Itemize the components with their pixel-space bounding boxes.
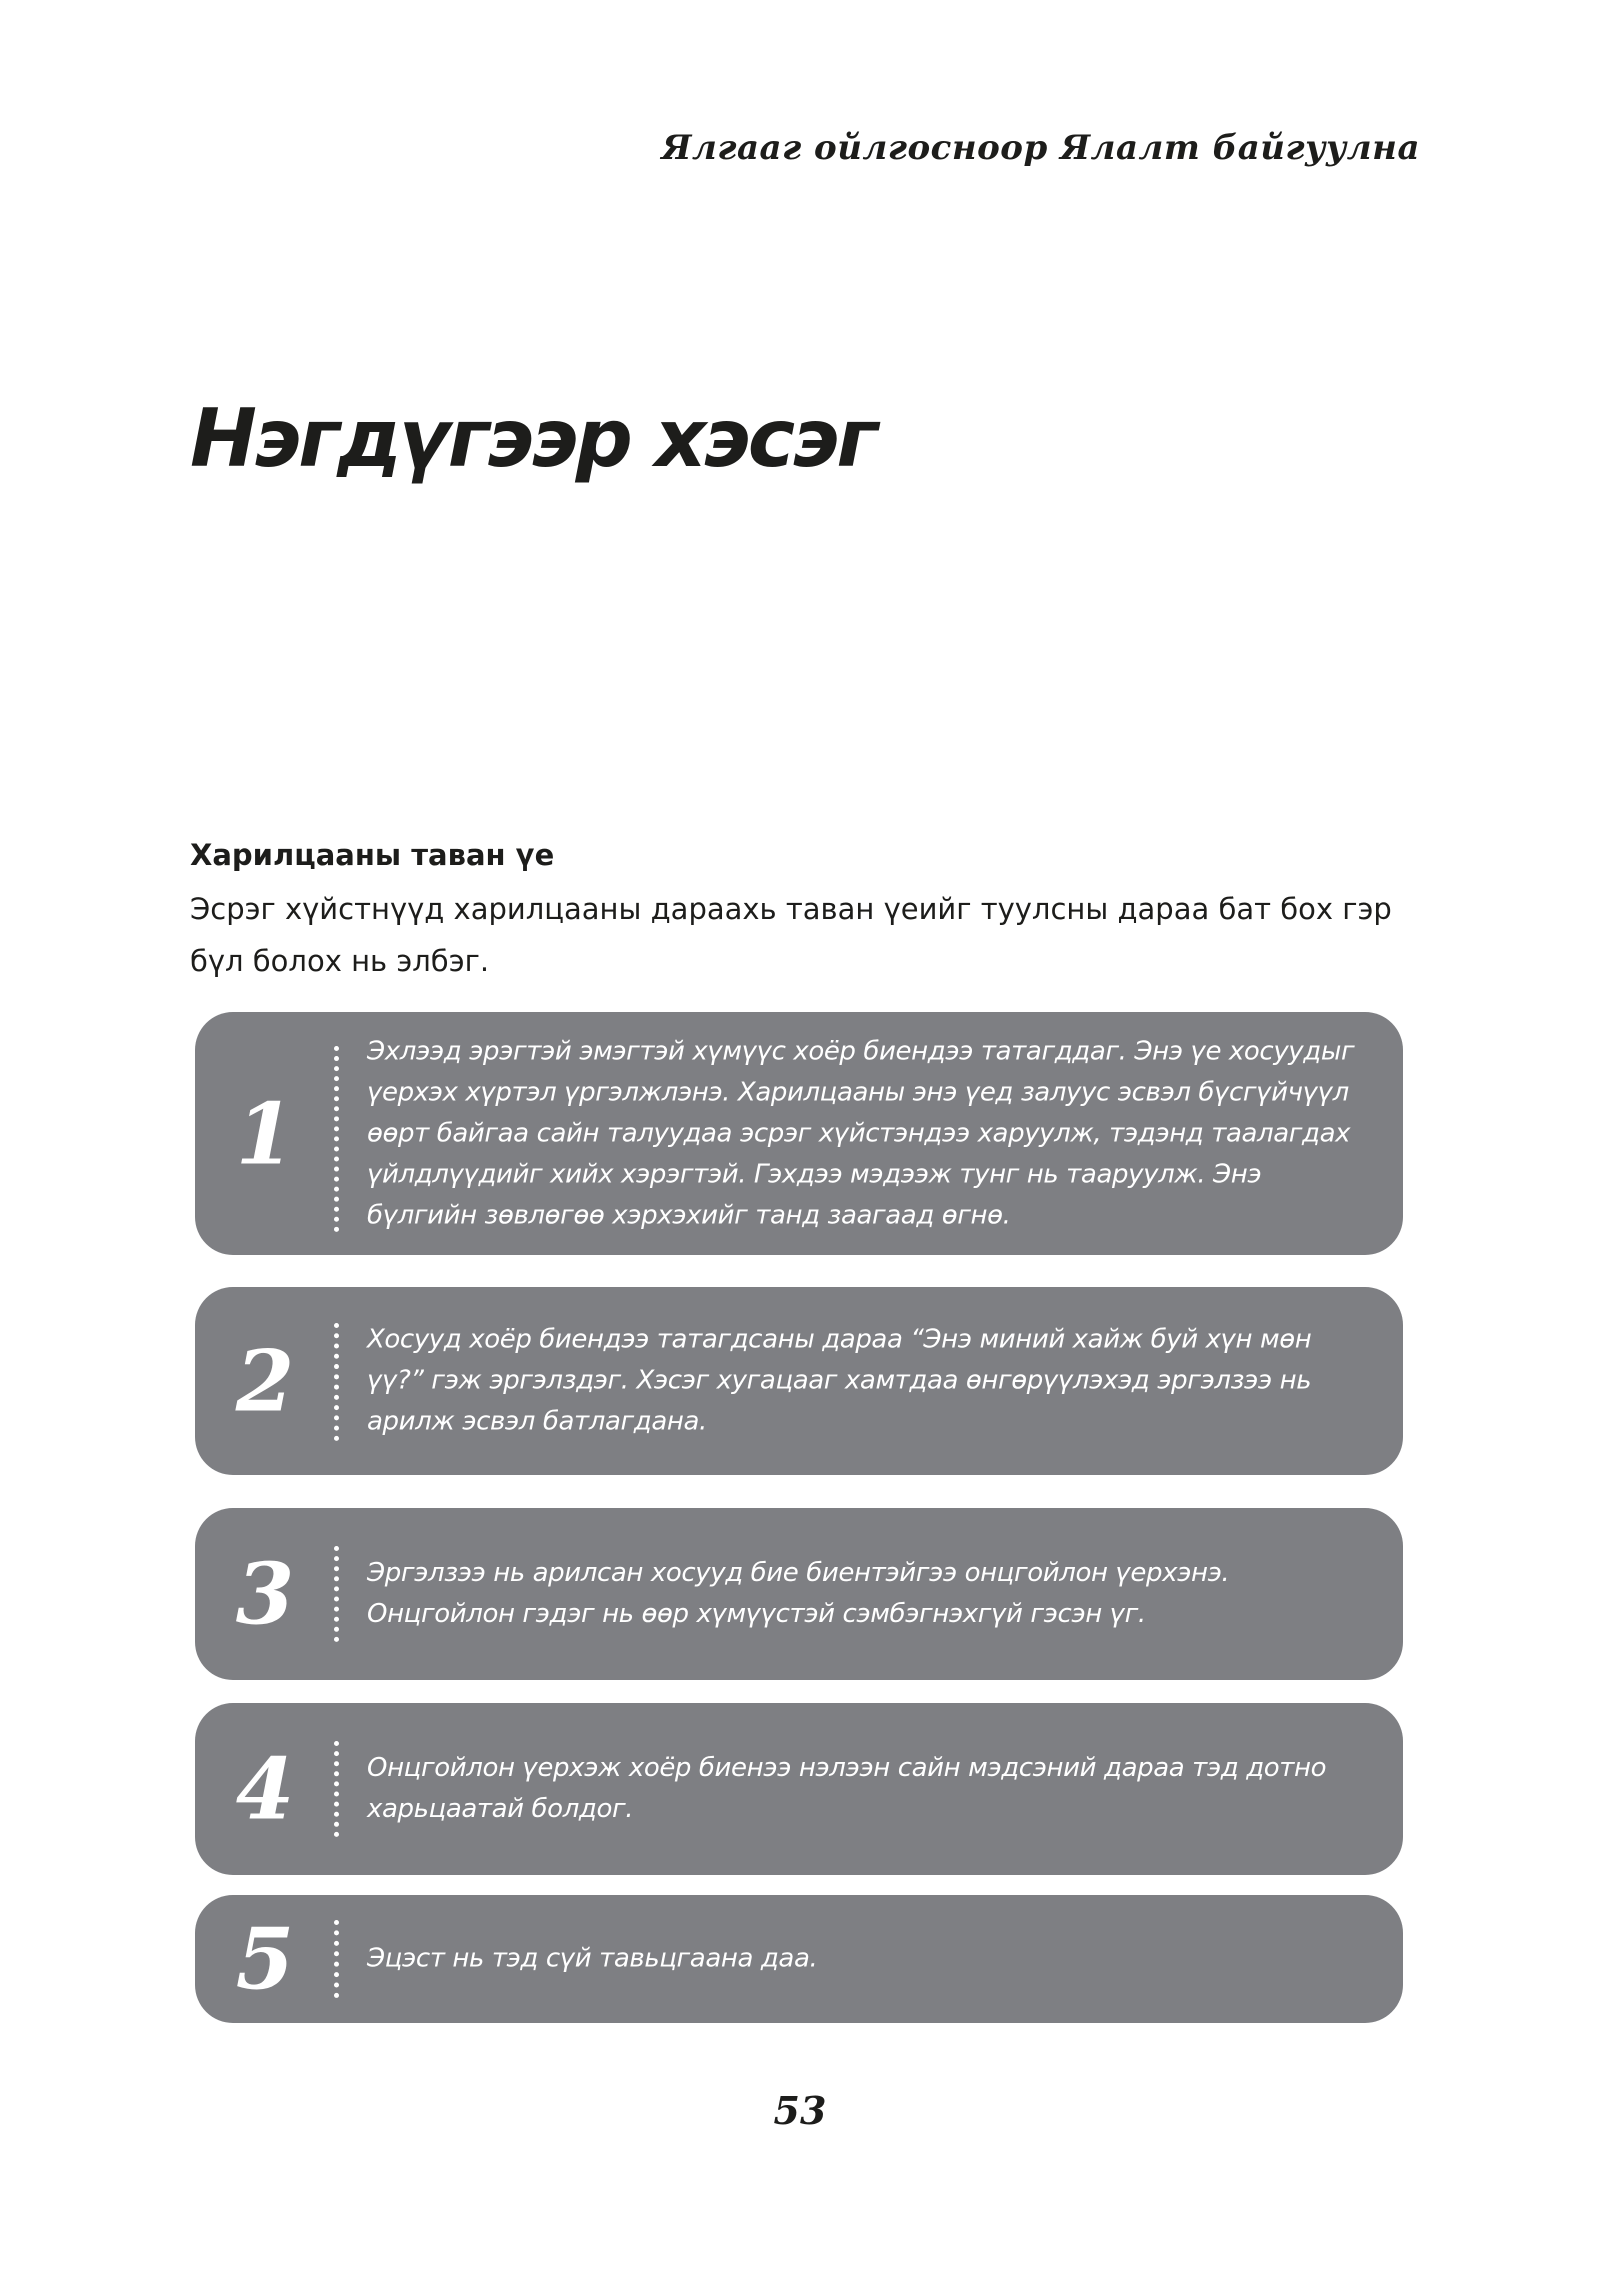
- stage-number: 4: [235, 1739, 295, 1839]
- stage-box-3: [195, 1508, 1403, 1680]
- stage-box-5: [195, 1895, 1403, 2023]
- stage-text: Эхлээд эрэгтэй эмэгтэй хүмүүс хоёр биендээ татагддаг. Энэ үе хосуудыг үерхэх хүртэл үргэлжлэнэ. Харилцааны энэ үед залуус эсвэл бүсгүйчүүл өөрт байгаа сайн талуудаа эсрэг хүйстэндээ харуулж, тэдэнд таалагдах үйлдлүүдийг хийх хэрэгтэй. Гэхдээ мэдээж тунг нь тааруулж. Энэ бүлгийн зөвлөгөө хэрхэхийг танд заагаад өгнө.: [367, 1036, 1355, 1230]
- part-title: Нэгдүгээр хэсэг: [190, 392, 876, 485]
- running-header: Ялгааг ойлгосноор Ялалт байгуулна: [661, 128, 1420, 168]
- stage-divider: [334, 1741, 339, 1837]
- stage-text: Хосууд хоёр биендээ татагдсаны дараа “Энэ миний хайж буй хүн мөн үү?” гэж эргэлздэг. Хэсэг хугацааг хамтдаа өнгөрүүлэхэд эргэлзээ нь арилж эсвэл батлагдана.: [367, 1324, 1312, 1437]
- stage-text: Эргэлзээ нь арилсан хосууд бие биентэйгээ онцгойлон үерхэнэ. Онцгойлон гэдэг нь өөр хүмүүстэй сэмбэгнэхгүй гэсэн үг.: [367, 1558, 1230, 1629]
- stage-number: 3: [235, 1544, 295, 1644]
- stage-number: 1: [235, 1084, 295, 1183]
- stage-text: Онцгойлон үерхэж хоёр биенээ нэлээн сайн мэдсэний дараа тэд дотно харьцаатай болдог.: [367, 1753, 1327, 1824]
- stage-divider: [334, 1323, 339, 1441]
- intro-line: Эсрэг хүйстнүүд харилцааны дараахь таван үеийг туулсны дараа бат бох гэр: [190, 892, 1392, 926]
- stage-divider: [334, 1920, 339, 1998]
- stage-divider: [334, 1046, 339, 1232]
- stage-text: Эцэст нь тэд сүй тавьцгаана даа.: [367, 1943, 818, 1974]
- stage-number: 5: [235, 1909, 295, 2009]
- section-heading: Харилцааны таван үе: [190, 838, 555, 872]
- stage-box-2: [195, 1287, 1403, 1475]
- intro-line: бүл болох нь элбэг.: [190, 944, 490, 978]
- stage-box-4: [195, 1703, 1403, 1875]
- stage-divider: [334, 1546, 339, 1642]
- stage-number: 2: [235, 1331, 295, 1431]
- stage-box-1: [195, 1012, 1403, 1255]
- page-number: 53: [773, 2088, 827, 2133]
- intro-paragraph: [190, 883, 1440, 987]
